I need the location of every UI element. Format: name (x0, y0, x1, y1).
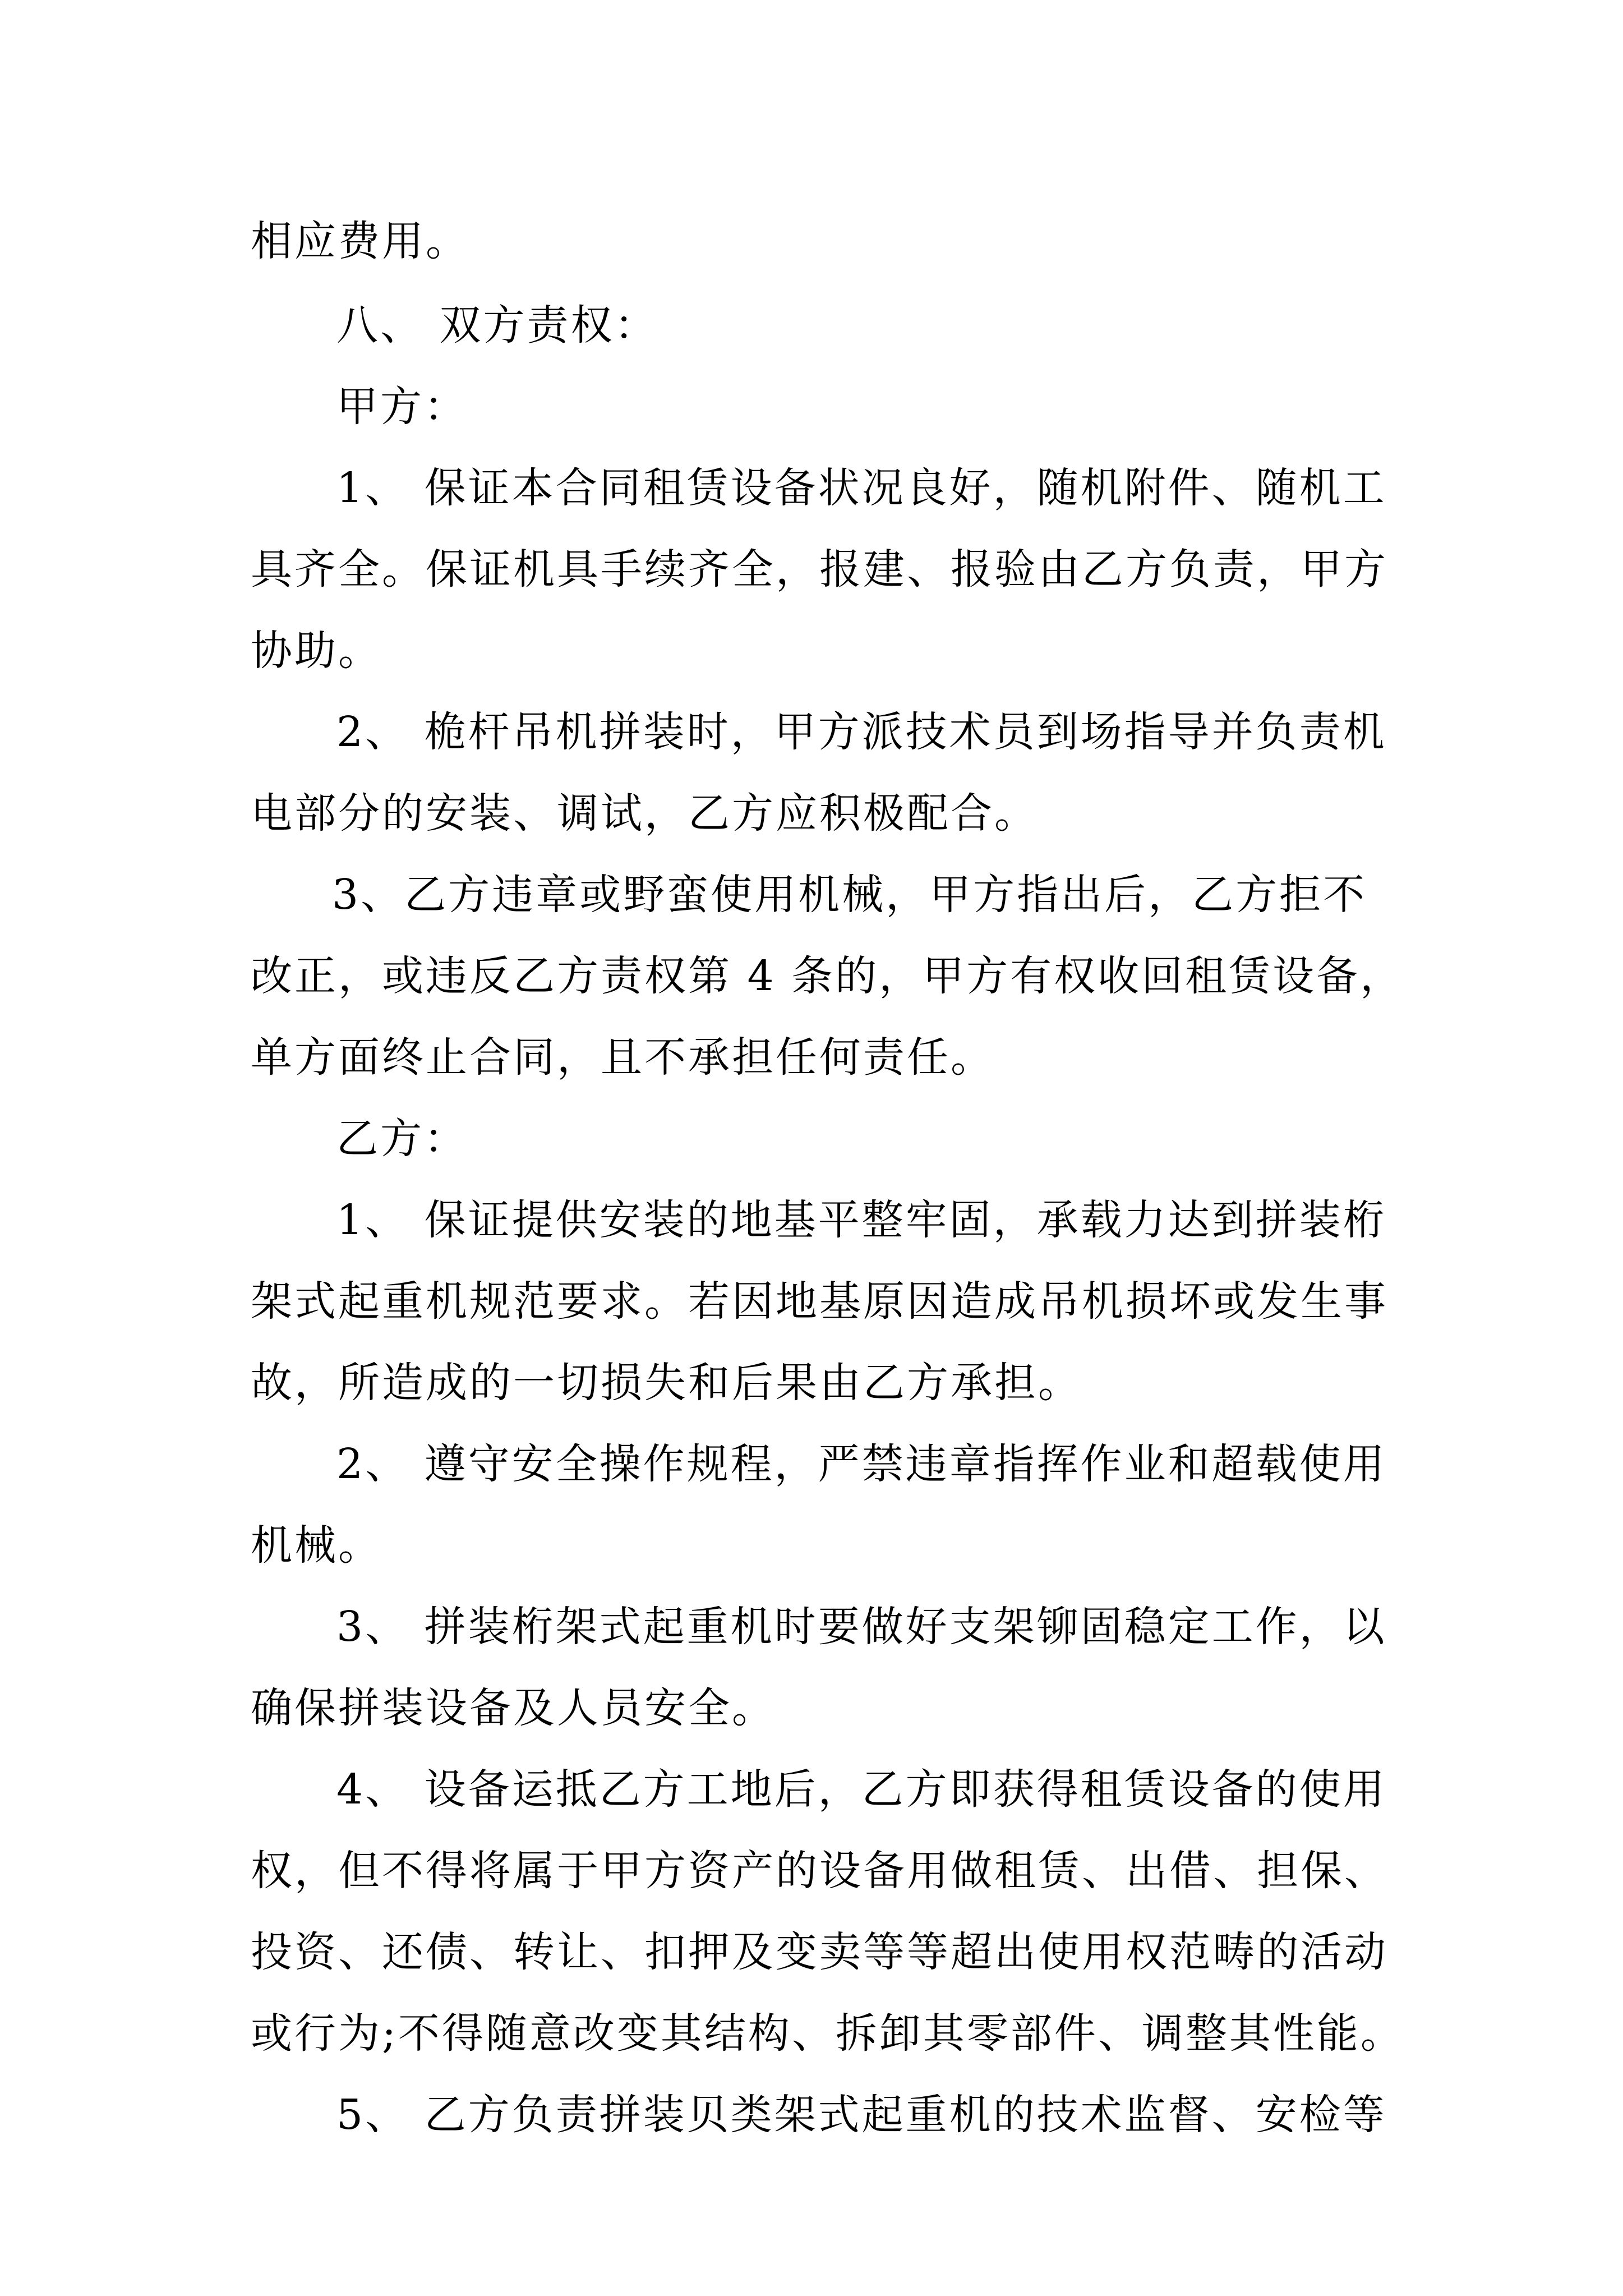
text-line: 或行为;不得随意改变其结构、拆卸其零部件、调整其性能。 (251, 2009, 1404, 2058)
text-line: 3、乙方违章或野蛮使用机械，甲方指出后，乙方拒不 (332, 871, 1367, 919)
text-line: 协助。 (251, 627, 382, 675)
text-line: 具齐全。保证机具手续齐全，报建、报验由乙方负责，甲方 (251, 545, 1388, 593)
text-line: 投资、还债、转让、扣押及变卖等等超出使用权范畴的活动 (251, 1928, 1388, 1976)
text-line: 相应费用。 (251, 217, 469, 265)
text-line: 改正，或违反乙方责权第 4 条的，甲方有权收回租赁设备， (251, 952, 1404, 1000)
text-line: 权，但不得将属于甲方资产的设备用做租赁、出借、担保、 (251, 1847, 1388, 1895)
text-line: 电部分的安装、调试，乙方应积极配合。 (251, 789, 1038, 838)
text-line: 确保拼装设备及人员安全。 (251, 1684, 776, 1732)
text-line: 3、 拼装桁架式起重机时要做好支架铆固稳定工作，以 (336, 1603, 1387, 1651)
text-line: 机械。 (251, 1521, 382, 1570)
text-line: 4、 设备运抵乙方工地后，乙方即获得租赁设备的使用 (336, 1765, 1387, 1814)
text-line: 1、 保证本合同租赁设备状况良好，随机附件、随机工 (336, 464, 1387, 512)
section-heading: 八、 双方责权： (336, 301, 658, 349)
party-heading: 乙方： (336, 1115, 468, 1163)
text-line: 故，所造成的一切损失和后果由乙方承担。 (251, 1359, 1082, 1407)
party-heading: 甲方： (336, 383, 468, 431)
text-line: 2、 遵守安全操作规程，严禁违章指挥作业和超载使用 (336, 1440, 1387, 1488)
text-line: 1、 保证提供安装的地基平整牢固，承载力达到拼装桁 (336, 1196, 1387, 1244)
text-line: 架式起重机规范要求。若因地基原因造成吊机损坏或发生事 (251, 1277, 1388, 1326)
text-line: 2、 桅杆吊机拼装时，甲方派技术员到场指导并负责机 (336, 708, 1387, 756)
text-line: 5、 乙方负责拼装贝类架式起重机的技术监督、安检等 (336, 2091, 1387, 2139)
text-line: 单方面终止合同，且不承担任何责任。 (251, 1033, 994, 1082)
